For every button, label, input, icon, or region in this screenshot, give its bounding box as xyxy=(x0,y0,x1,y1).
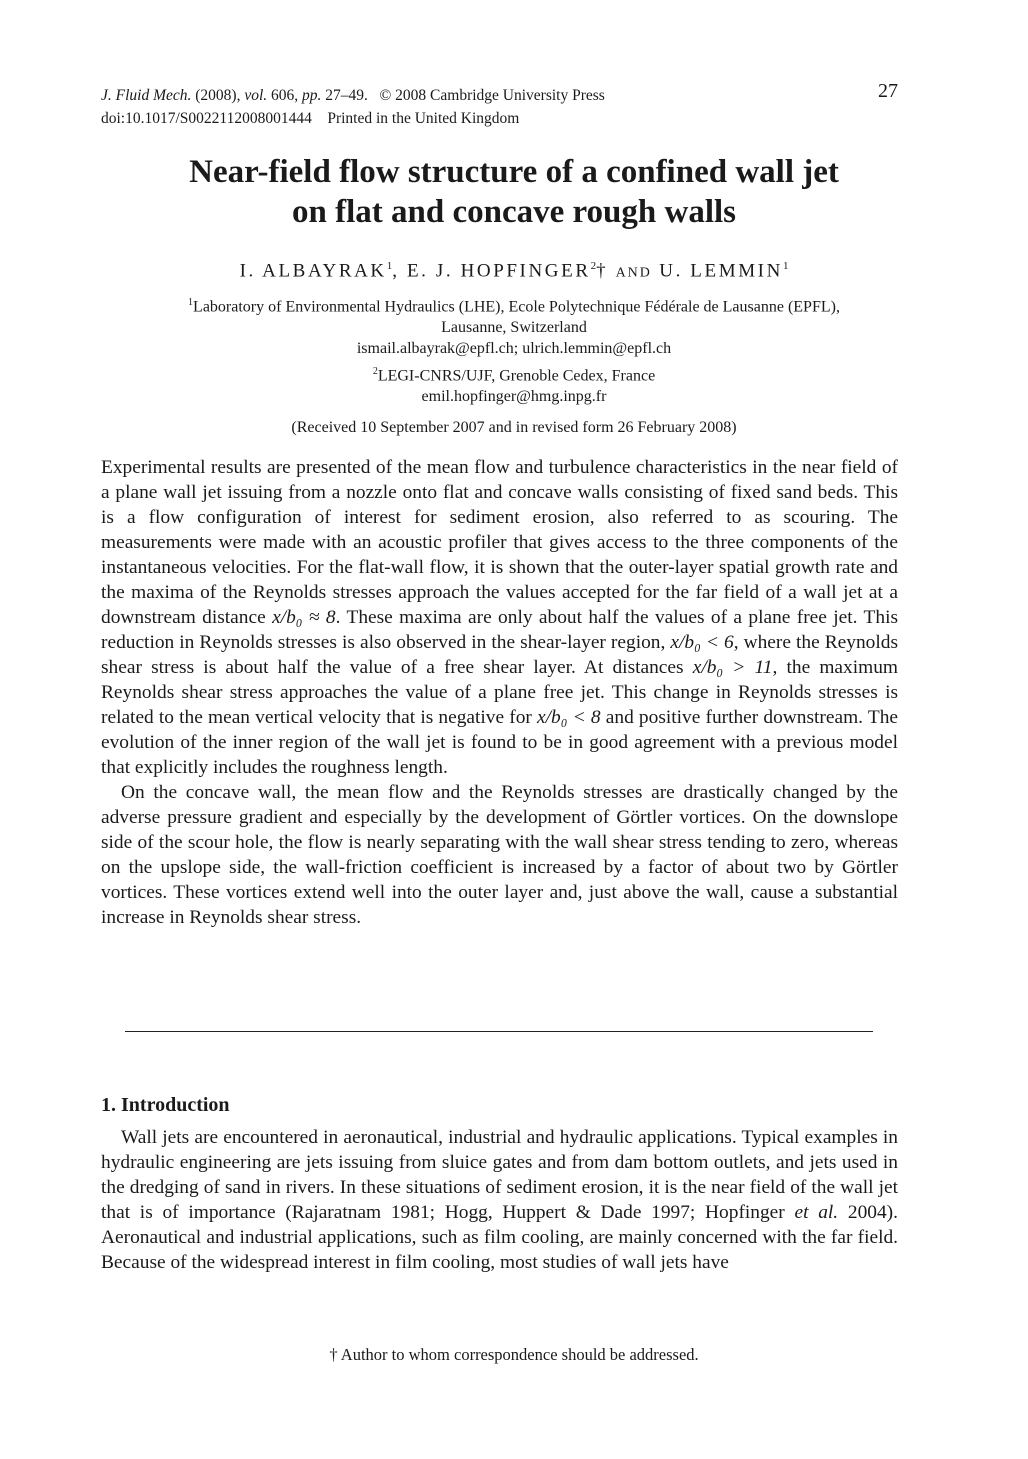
footnote: † Author to whom correspondence should be addressed. xyxy=(329,1345,699,1364)
title-line-1: Near-field flow structure of a confined wall jet xyxy=(189,154,839,190)
abstract-paragraph: On the concave wall, the mean flow and the Reynolds stresses are drastically changed by the adverse pressure gradient and especially by the development of Görtler vortices. On the downslope side of the scour hole, the flow is nearly separating with the wall shear stress tending to zero, whereas on the upslope side, the wall-friction coefficient is increased by a factor of about two by Görtler vortices. These vortices extend well into the outer layer and, just above the wall, cause a substantial increase in Reynolds shear stress. xyxy=(101,782,898,928)
author-name: U. LEMMIN xyxy=(659,260,783,282)
doi-line xyxy=(101,107,898,130)
citation-line xyxy=(101,84,898,107)
copyright: © 2008 Cambridge University Press xyxy=(379,87,605,104)
math-expression: x/b₀ < 6 xyxy=(670,632,734,653)
affiliation-marker: 2 xyxy=(590,260,597,272)
pages-label: pp. xyxy=(302,87,322,104)
printed-in: Printed in the United Kingdom xyxy=(327,110,520,127)
abstract xyxy=(101,455,898,930)
journal-name: J. Fluid Mech. xyxy=(101,87,192,104)
running-header xyxy=(101,80,898,130)
abstract-divider xyxy=(125,1031,873,1032)
affiliation-marker: 1 xyxy=(782,260,789,272)
affiliation-text: LEGI-CNRS/UJF, Grenoble Cedex, France xyxy=(377,367,656,385)
page-range: 27–49. xyxy=(325,87,368,104)
volume-label: vol. xyxy=(244,87,268,104)
affiliation-2 xyxy=(60,361,968,407)
email-addresses: ismail.albayrak@epfl.ch; ulrich.lemmin@epfl.ch xyxy=(356,340,672,358)
affiliation-1 xyxy=(60,292,968,359)
doi: doi:10.1017/S0022112008001444 xyxy=(101,110,312,127)
et-al: et al. xyxy=(794,1202,839,1223)
section-heading: 1. Introduction xyxy=(101,1094,230,1116)
affiliation-text: Lausanne, Switzerland xyxy=(441,319,587,337)
affiliation-marker: 2 xyxy=(372,366,378,377)
author-name: I. ALBAYRAK xyxy=(239,260,387,282)
volume-number: 606, xyxy=(271,87,299,104)
page-number: 27 xyxy=(878,80,898,102)
dagger-marker: † xyxy=(596,260,609,282)
introduction-text xyxy=(101,1125,898,1275)
author-list: I. ALBAYRAK$^1$, E. J. HOPFINGER$^2$† AND U. LEMMIN$^1$ xyxy=(239,260,789,282)
affiliation-text: Laboratory of Environmental Hydraulics (LHE), Ecole Polytechnique Fédérale de Lausanne (EPFL), xyxy=(193,298,840,316)
author-name: E. J. HOPFINGER xyxy=(406,260,591,282)
journal-year: (2008), xyxy=(195,87,241,104)
title-line-2: on flat and concave rough walls xyxy=(291,194,737,230)
email-address: emil.hopfinger@hmg.inpg.fr xyxy=(421,388,607,406)
abstract-paragraph: Experimental results are presented of the mean flow and turbulence characteristics in the near field of a plane wall jet issuing from a nozzle onto flat and concave walls consisting of fixed sand beds. This is a flow configuration of interest for sediment erosion, also referred to as scouring. The measurements were made with an acoustic profiler that gives access to the three components of the instantaneous velocities. For the flat-wall flow, it is shown that the outer-layer spatial growth rate and the maxima of the Reynolds stresses approach the values accepted for the far field of a wall jet at a downstream distance x/b₀ ≈ 8. These maxima are only about half the values of a plane free jet. This reduction in Reynolds stresses is also observed in the shear-layer region, x/b₀ < 6, where the Reynolds shear stress is about half the value of a free shear layer. At distances x/b₀ > 11, the maximum Reynolds shear stress approaches the value of a plane free jet. This change in Reynolds stresses is related to the mean vertical velocity that is negative for x/b₀ < 8 and positive further downstream. The evolution of the inner region of the wall jet is found to be in good agreement with a previous model that explicitly includes the roughness length. xyxy=(101,457,898,778)
math-expression: x/b₀ > 11 xyxy=(692,657,773,678)
math-expression: x/b₀ < 8 xyxy=(537,707,601,728)
received-dates: (Received 10 September 2007 and in revised form 26 February 2008) xyxy=(291,419,737,436)
affiliation-marker: 1 xyxy=(386,260,393,272)
body-paragraph: Wall jets are encountered in aeronautical, industrial and hydraulic applications. Typical examples in hydraulic engineering are jets issuing from sluice gates and from dam bottom outlets, and jets used in the dredging of sand in rivers. In these situations of sediment erosion, it is the near field of the wall jet that is of importance (Rajaratnam 1981; Hogg, Huppert & Dade 1997; Hopfinger et al. 2004). Aeronautical and industrial applications, such as film cooling, are mainly concerned with the far field. Because of the widespread interest in film cooling, most studies of wall jets have xyxy=(101,1127,898,1273)
affiliation-marker: 1 xyxy=(188,297,194,308)
math-expression: x/b₀ ≈ 8 xyxy=(272,607,336,628)
paper-title xyxy=(60,152,968,232)
author-conjunction: AND xyxy=(615,265,652,281)
